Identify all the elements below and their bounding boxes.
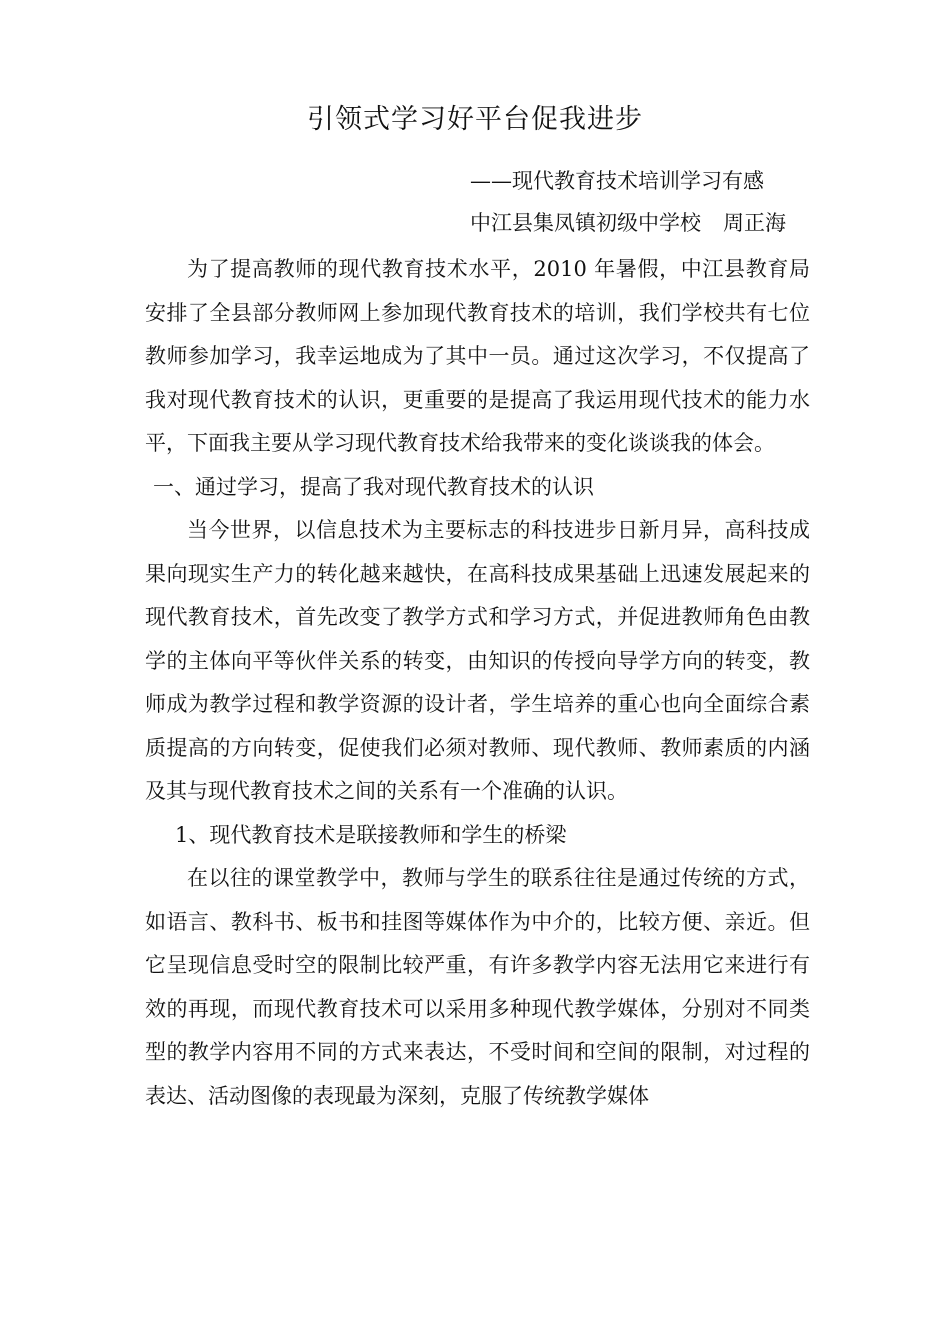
intro-paragraph: 为了提高教师的现代教育技术水平，2010 年暑假，中江县教育局安排了全县部分教师网上参加现代教育技术的培训，我们学校共有七位教师参加学习，我幸运地成为了其中一员。通过这次学习，不仅提高了我对现代教育技术的认识，更重要的是提高了我运用现代技术的能力水平，下面我主要从学习现代教育技术给我带来的变化谈谈我的体会。 <box>145 257 810 455</box>
section-heading: 一、通过学习，提高了我对现代教育技术的认识 <box>153 474 594 499</box>
subsection-heading: 1、现代教育技术是联接教师和学生的桥梁 <box>175 822 567 847</box>
document-title: 引领式学习好平台促我进步 <box>307 104 643 135</box>
document-subtitle: ——现代教育技术培训学习有感 <box>470 169 764 193</box>
section-paragraph: 当今世界，以信息技术为主要标志的科技进步日新月异，高科技成果向现实生产力的转化越来越快，在高科技成果基础上迅速发展起来的现代教育技术，首先改变了教学方式和学习方式，并促进教师角色由教学的主体向平等伙伴关系的转变，由知识的传授向导学方向的转变，教师成为教学过程和教学资源的设计者，学生培养的重心也向全面综合素质提高的方向转变，促使我们必须对教师、现代教师、教师素质的内涵及其与现代教育技术之间的关系有一个准确的认识。 <box>145 518 810 803</box>
author-name: 周正海 <box>723 211 786 235</box>
author-line <box>470 206 786 240</box>
document-body <box>145 248 810 1118</box>
subsection-paragraph: 在以往的课堂教学中，教师与学生的联系往往是通过传统的方式，如语言、教科书、板书和挂图等媒体作为中介的，比较方便、亲近。但它呈现信息受时空的限制比较严重，有许多教学内容无法用它来进行有效的再现，而现代教育技术可以采用多种现代教学媒体，分别对不同类型的教学内容用不同的方式来表达，不受时间和空间的限制，对过程的表达、活动图像的表现最为深刻，克服了传统教学媒体 <box>145 866 810 1108</box>
author-school: 中江县集凤镇初级中学校 <box>470 211 701 235</box>
